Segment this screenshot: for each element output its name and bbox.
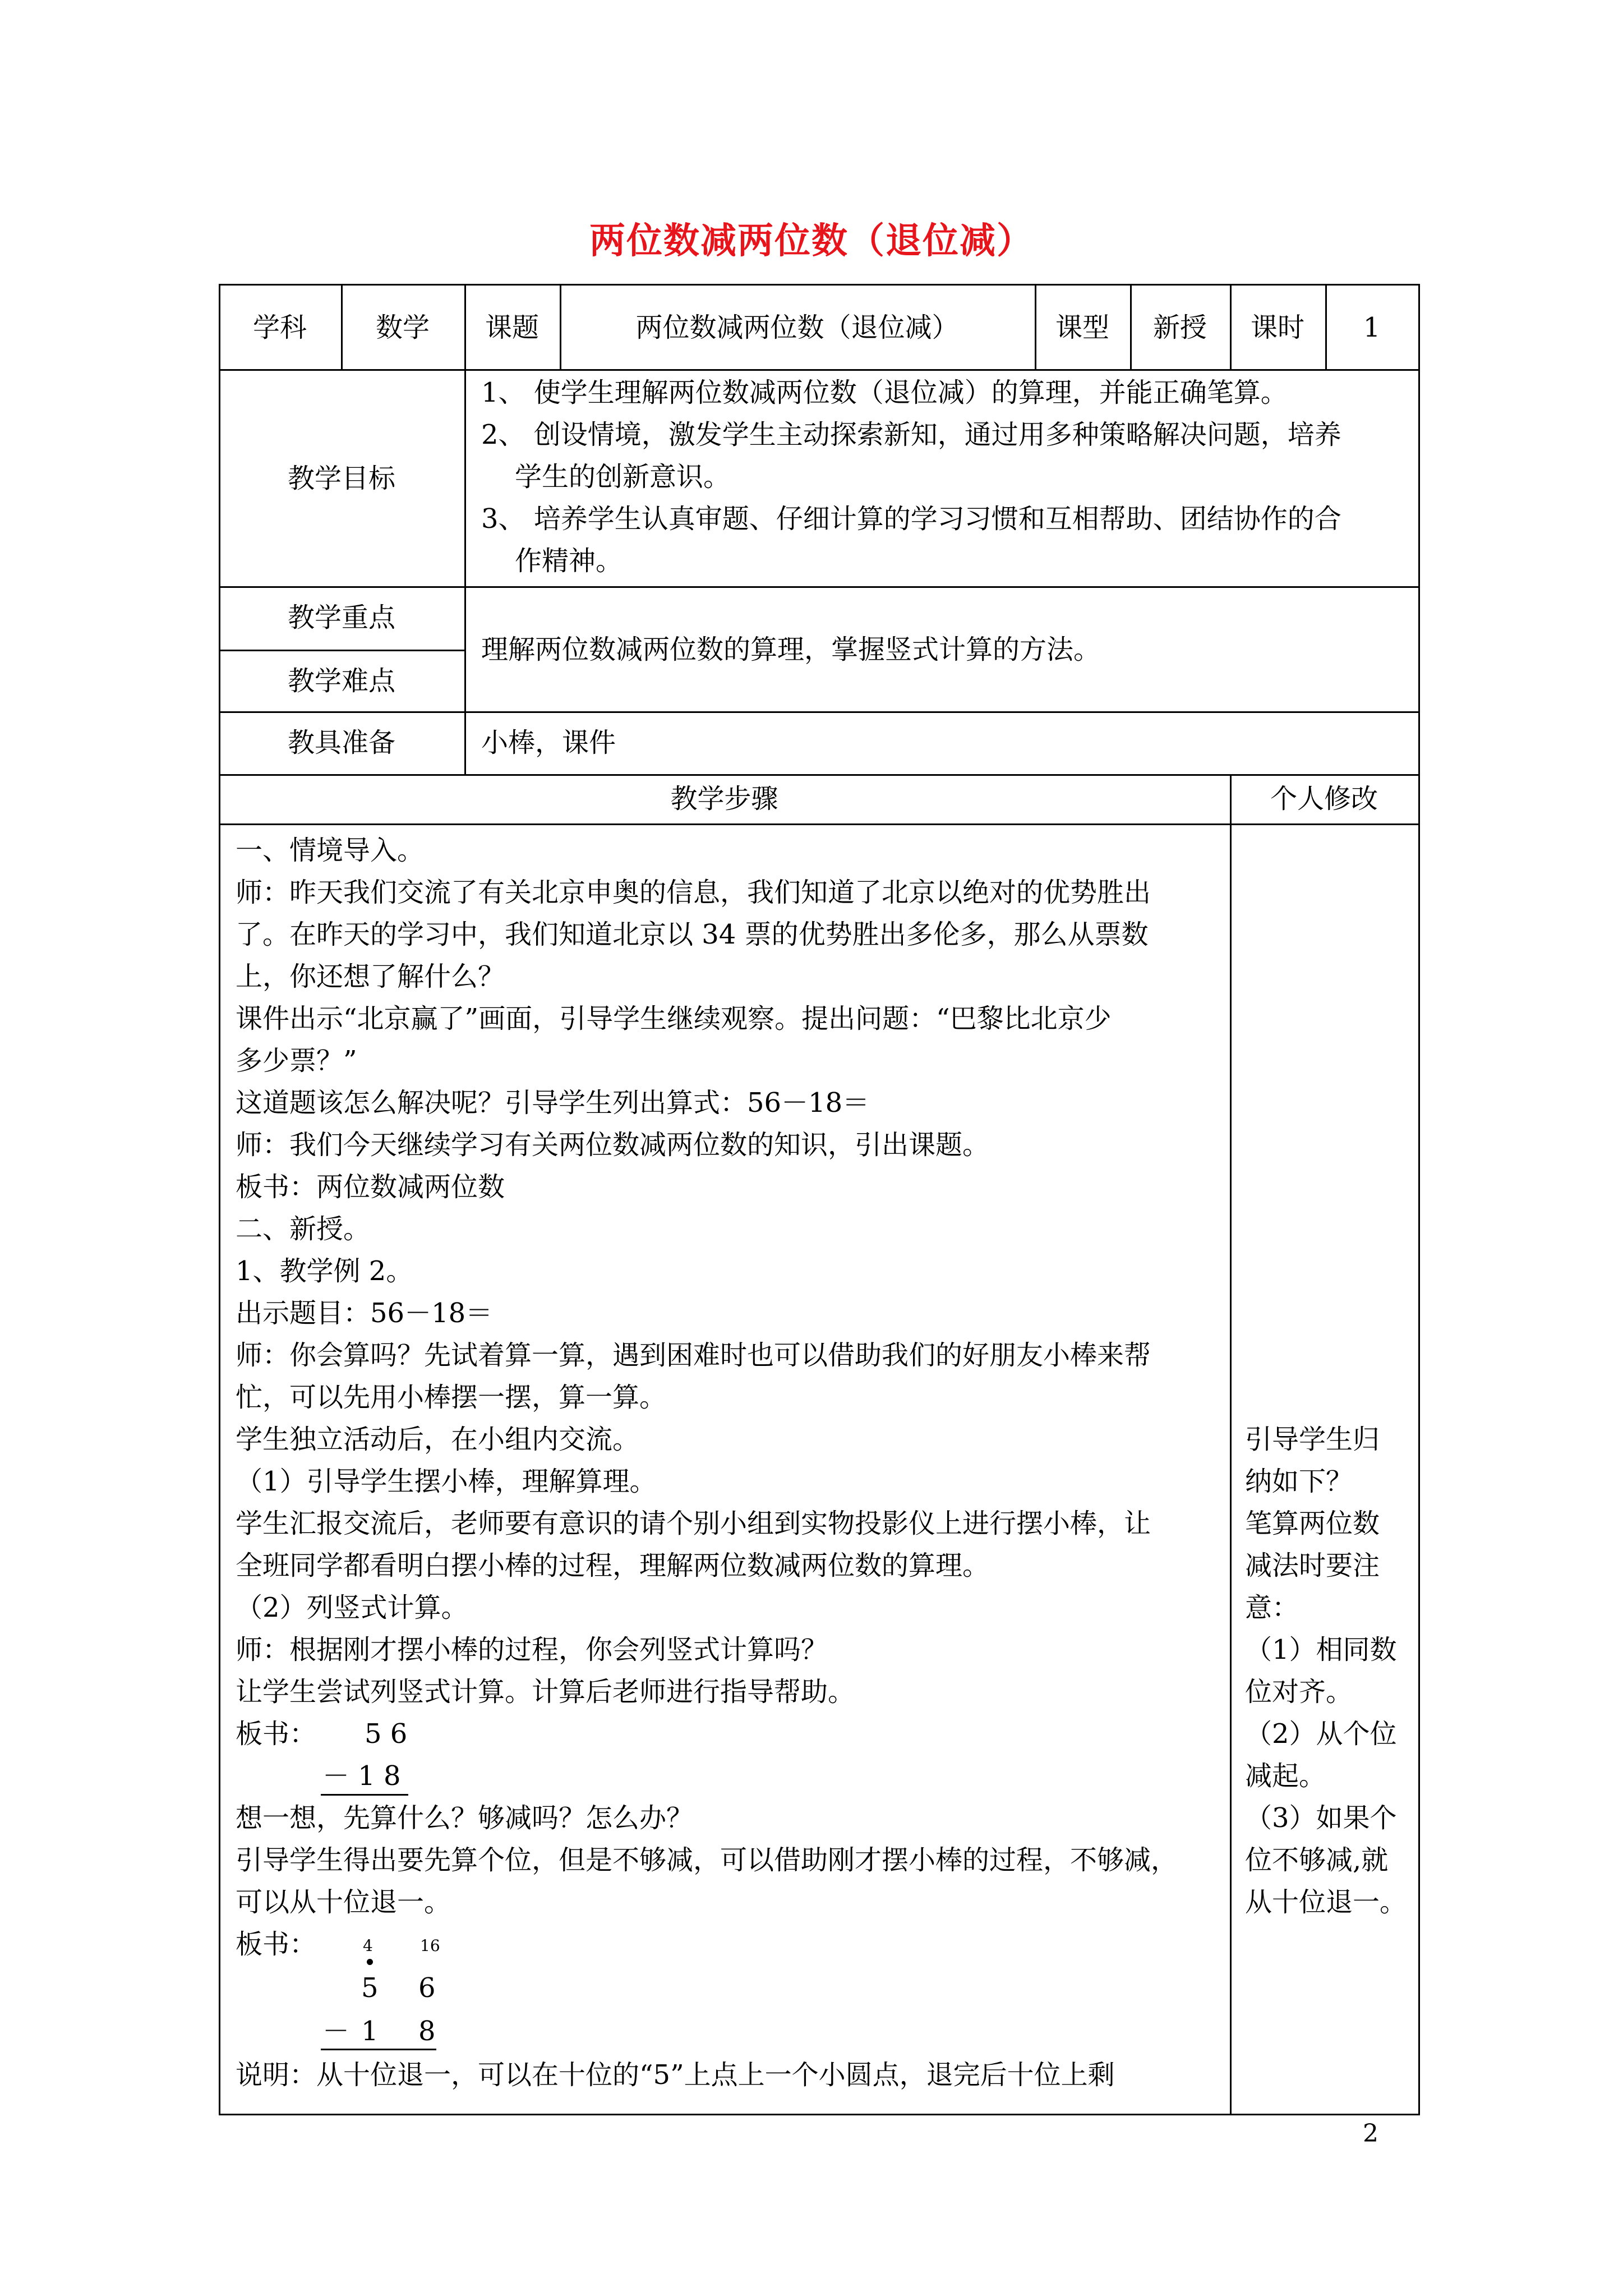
vertical2-minus: － (322, 2016, 350, 2047)
difficulty-label: 教学难点 (287, 665, 395, 697)
revise-line: 从十位退一。 (1245, 1887, 1407, 1918)
revise-line: （1）相同数 (1245, 1634, 1397, 1665)
type-label: 课型 (1055, 312, 1109, 343)
step-line: 了。在昨天的学习中，我们知道北京以 34 票的优势胜出多伦多，那么从票数 (236, 919, 1149, 950)
materials-label: 教具准备 (287, 727, 395, 758)
step-line: 引导学生得出要先算个位，但是不够减，可以借助刚才摆小棒的过程，不够减， (236, 1844, 1178, 1876)
type-value: 新授 (1152, 312, 1207, 343)
step-line: 师：根据刚才摆小棒的过程，你会列竖式计算吗？ (236, 1634, 828, 1665)
topic-value: 两位数减两位数（退位减） (635, 312, 959, 343)
key-difficulty-text: 理解两位数减两位数的算理，掌握竖式计算的方法。 (481, 634, 1101, 665)
step-line: 一、情境导入。 (236, 835, 425, 866)
hours-value: 1 (1363, 312, 1381, 343)
document-title: 两位数减两位数（退位减） (589, 220, 1034, 262)
step-line: 师：昨天我们交流了有关北京申奥的信息，我们知道了北京以绝对的优势胜出 (236, 877, 1151, 908)
topic-label: 课题 (485, 312, 539, 343)
step-line: （2）列竖式计算。 (236, 1592, 468, 1623)
step-line: 说明：从十位退一，可以在十位的“5”上点上一个小圆点，退完后十位上剩 (236, 2059, 1115, 2091)
vertical1-rule (321, 1794, 408, 1796)
revise-line: 笔算两位数 (1245, 1508, 1380, 1539)
step-line: 这道题该怎么解决呢？引导学生列出算式：56－18＝ (236, 1087, 870, 1119)
step-line: 师：你会算吗？先试着算一算，遇到困难时也可以借助我们的好朋友小棒来帮 (236, 1340, 1151, 1371)
step-line: 1、教学例 2。 (236, 1255, 413, 1287)
objectives-label: 教学目标 (287, 463, 395, 494)
revise-line: 减法时要注 (1245, 1550, 1380, 1581)
vertical2-rule (321, 2049, 436, 2050)
step-line: 板书：两位数减两位数 (236, 1171, 505, 1203)
revise-line: 位对齐。 (1245, 1676, 1353, 1708)
vertical1-top: 5 6 (365, 1718, 408, 1750)
step-line: 师：我们今天继续学习有关两位数减两位数的知识，引出课题。 (236, 1129, 990, 1161)
step-line: 全班同学都看明白摆小棒的过程，理解两位数减两位数的算理。 (236, 1550, 990, 1581)
revise-line: 减起。 (1245, 1760, 1326, 1792)
page-number: 2 (1363, 2119, 1378, 2148)
objective-line: 3、 培养学生认真审题、仔细计算的学习习惯和互相帮助、团结协作的合 (481, 503, 1341, 535)
steps-header: 教学步骤 (670, 783, 778, 815)
step-line: 学生独立活动后，在小组内交流。 (236, 1424, 640, 1455)
step-line: 忙，可以先用小棒摆一摆，算一算。 (236, 1382, 667, 1413)
revise-line: 纳如下？ (1245, 1466, 1353, 1497)
objective-line: 学生的创新意识。 (515, 461, 731, 493)
borrow-dot-icon (367, 1959, 373, 1965)
vertical1-bottom: － 1 8 (322, 1760, 401, 1792)
step-line: 可以从十位退一。 (236, 1887, 451, 1918)
materials-value: 小棒，课件 (481, 727, 616, 758)
subject-value: 数学 (375, 312, 430, 343)
vertical2-borrow-ones: 16 (420, 1936, 440, 1955)
objective-line: 2、 创设情境，激发学生主动探索新知，通过用多种策略解决问题，培养 (481, 419, 1341, 450)
step-line: 出示题目：56－18＝ (236, 1297, 493, 1329)
key-point-label: 教学重点 (287, 602, 395, 633)
revise-line: （3）如果个 (1245, 1802, 1397, 1834)
vertical2-bottom-tens: 1 (361, 2016, 379, 2047)
vertical2-ones: 6 (418, 1972, 436, 2004)
revise-line: 引导学生归 (1245, 1424, 1380, 1455)
step-line: （1）引导学生摆小棒，理解算理。 (236, 1466, 657, 1497)
step-line: 二、新授。 (236, 1213, 371, 1245)
step-line: 学生汇报交流后，老师要有意识的请个别小组到实物投影仪上进行摆小棒，让 (236, 1508, 1151, 1539)
objective-line: 1、 使学生理解两位数减两位数（退位减）的算理，并能正确笔算。 (481, 377, 1288, 408)
revise-line: 意： (1245, 1592, 1299, 1623)
subject-label: 学科 (252, 312, 307, 343)
vertical2-tens: 5 (361, 1972, 379, 2004)
step-line: 想一想，先算什么？够减吗？怎么办？ (236, 1802, 694, 1834)
step-line: 课件出示“北京赢了”画面，引导学生继续观察。提出问题：“巴黎比北京少 (236, 1003, 1112, 1034)
vertical2-bottom-ones: 8 (418, 2016, 436, 2047)
step-line: 让学生尝试列竖式计算。计算后老师进行指导帮助。 (236, 1676, 855, 1708)
revise-line: （2）从个位 (1245, 1718, 1397, 1750)
revise-line: 位不够减,就 (1245, 1844, 1389, 1876)
hours-label: 课时 (1250, 312, 1304, 343)
step-line: 板书： (236, 1718, 317, 1750)
step-line: 板书： (236, 1929, 317, 1960)
vertical2-borrow-tens: 4 (363, 1936, 373, 1955)
objective-line: 作精神。 (515, 545, 623, 577)
revise-header: 个人修改 (1270, 783, 1378, 815)
step-line: 上，你还想了解什么？ (236, 961, 505, 992)
step-line: 多少票？” (236, 1045, 357, 1076)
